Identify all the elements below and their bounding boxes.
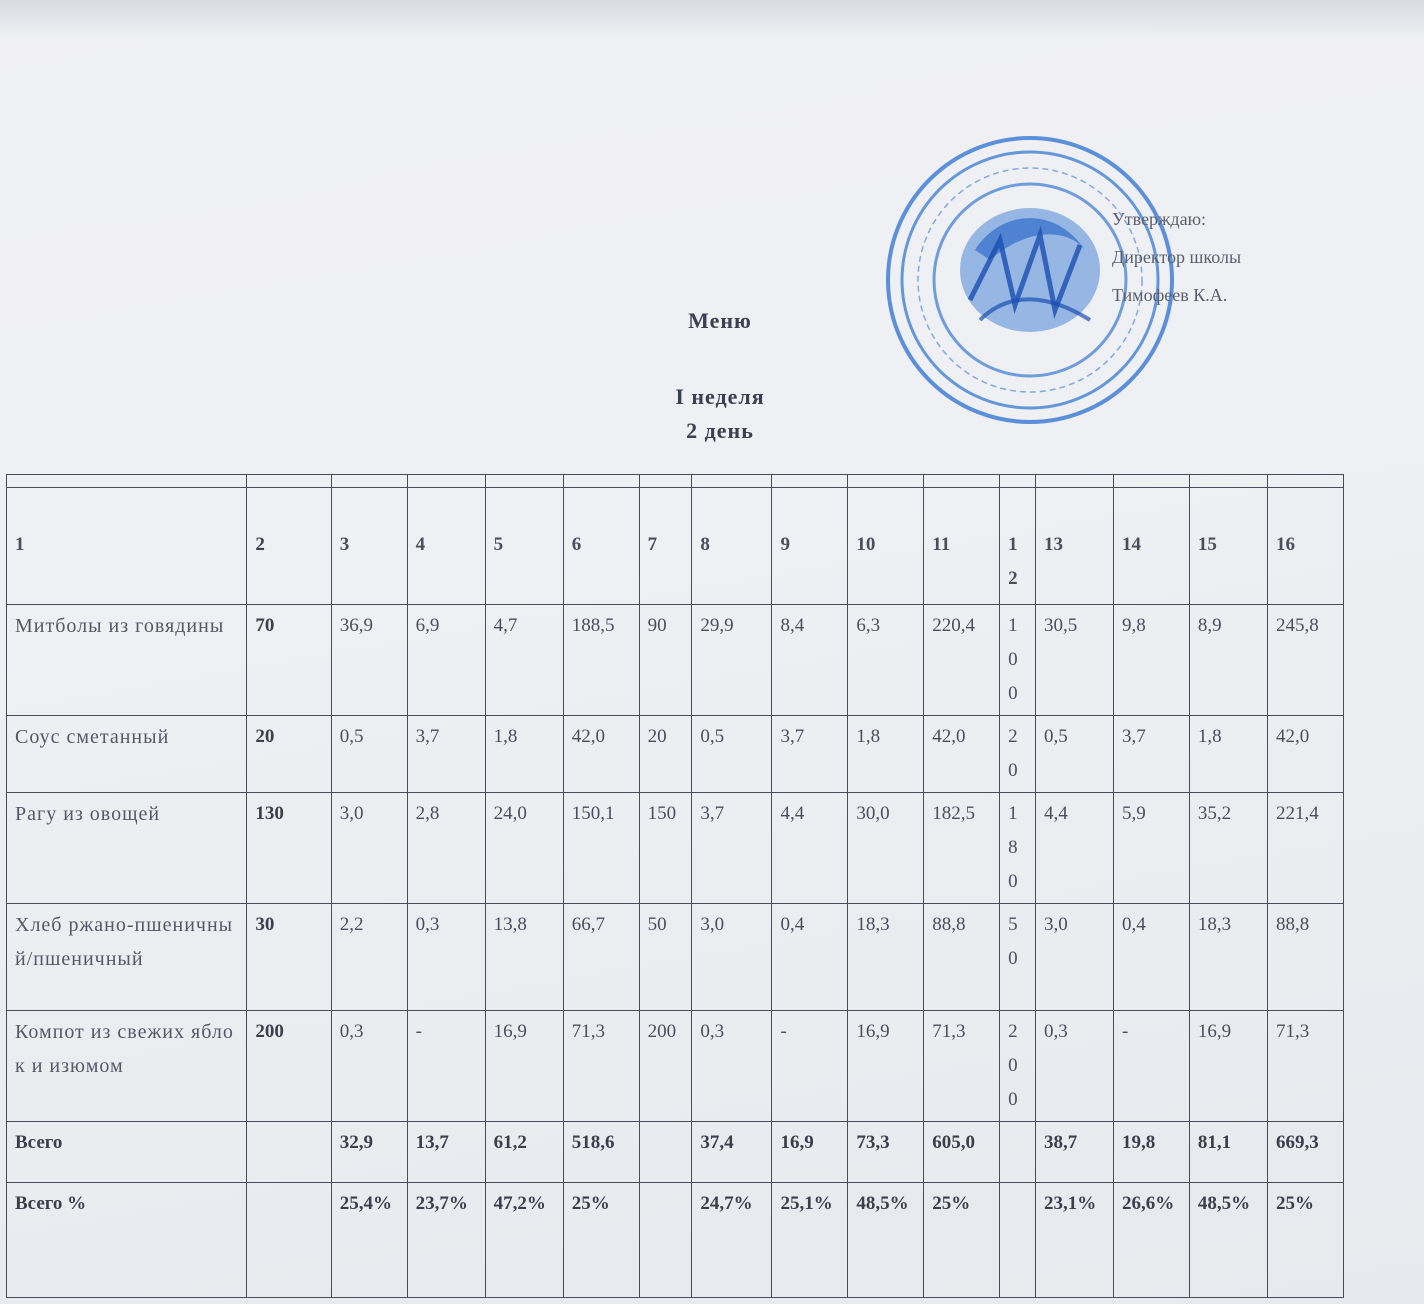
value-cell: 71,3 <box>1267 1011 1343 1122</box>
value-cell: 25,1% <box>772 1183 848 1298</box>
row-label-cell: Всего % <box>7 1183 247 1298</box>
value-cell: 73,3 <box>848 1122 924 1183</box>
portion-cell <box>247 1183 331 1298</box>
value-cell: 42,0 <box>1267 716 1343 793</box>
week-label: I неделя <box>675 384 765 409</box>
value-cell: 26,6% <box>1114 1183 1190 1298</box>
value-cell: 25,4% <box>331 1183 407 1298</box>
value-cell: 24,7% <box>692 1183 772 1298</box>
value-cell: 50 <box>1000 904 1036 1011</box>
value-cell: 19,8 <box>1114 1122 1190 1183</box>
menu-title: Меню <box>688 308 752 333</box>
value-cell: 29,9 <box>692 605 772 716</box>
value-cell: 88,8 <box>924 904 1000 1011</box>
value-cell: 30,5 <box>1036 605 1114 716</box>
value-cell <box>1000 1183 1036 1298</box>
value-cell: 9,8 <box>1114 605 1190 716</box>
value-cell: 188,5 <box>563 605 639 716</box>
value-cell: 11 <box>924 488 1000 605</box>
value-cell: 7 <box>639 488 692 605</box>
value-cell: 10 <box>848 488 924 605</box>
value-cell: 25% <box>1267 1183 1343 1298</box>
table-header-row <box>7 488 1344 605</box>
portion-cell: 130 <box>247 793 331 904</box>
value-cell: 221,4 <box>1267 793 1343 904</box>
blank-cell <box>563 475 639 488</box>
value-cell: 8,4 <box>772 605 848 716</box>
row-label-cell: Всего <box>7 1122 247 1183</box>
value-cell: 24,0 <box>485 793 563 904</box>
value-cell: 0,3 <box>1036 1011 1114 1122</box>
value-cell: 0,3 <box>407 904 485 1011</box>
value-cell: 25% <box>924 1183 1000 1298</box>
value-cell: 0,5 <box>331 716 407 793</box>
dish-name-cell: Митболы из говядины <box>7 605 247 716</box>
value-cell: 23,1% <box>1036 1183 1114 1298</box>
page-shadow <box>0 0 1424 40</box>
value-cell: 3,0 <box>692 904 772 1011</box>
value-cell: 8,9 <box>1189 605 1267 716</box>
day-label: 2 день <box>686 418 754 443</box>
table-row <box>7 605 1344 716</box>
value-cell: 3,7 <box>692 793 772 904</box>
blank-cell <box>1267 475 1343 488</box>
approval-block <box>1112 200 1302 314</box>
value-cell: 12 <box>1000 488 1036 605</box>
blank-cell <box>407 475 485 488</box>
dish-name-cell: Компот из свежих яблок и изюмом <box>7 1011 247 1122</box>
value-cell: 15 <box>1189 488 1267 605</box>
value-cell: 4,4 <box>1036 793 1114 904</box>
value-cell: 16,9 <box>485 1011 563 1122</box>
value-cell: 0,4 <box>772 904 848 1011</box>
value-cell: 23,7% <box>407 1183 485 1298</box>
value-cell: 18,3 <box>1189 904 1267 1011</box>
blank-cell <box>639 475 692 488</box>
dish-name-cell: Рагу из овощей <box>7 793 247 904</box>
value-cell: 5,9 <box>1114 793 1190 904</box>
value-cell: 2,8 <box>407 793 485 904</box>
value-cell: 18,3 <box>848 904 924 1011</box>
value-cell: 16,9 <box>1189 1011 1267 1122</box>
portion-cell: 2 <box>247 488 331 605</box>
value-cell: 4,4 <box>772 793 848 904</box>
value-cell: 48,5% <box>848 1183 924 1298</box>
blank-cell <box>1036 475 1114 488</box>
approval-line-1: Утверждаю: <box>1112 209 1207 229</box>
value-cell: 0,4 <box>1114 904 1190 1011</box>
value-cell: 1,8 <box>1189 716 1267 793</box>
dish-name-cell: Соус сметанный <box>7 716 247 793</box>
value-cell: 150,1 <box>563 793 639 904</box>
value-cell: 20 <box>1000 716 1036 793</box>
value-cell: - <box>1114 1011 1190 1122</box>
value-cell: 81,1 <box>1189 1122 1267 1183</box>
portion-cell: 20 <box>247 716 331 793</box>
value-cell: 3 <box>331 488 407 605</box>
portion-cell <box>247 1122 331 1183</box>
blank-cell <box>692 475 772 488</box>
value-cell: 30,0 <box>848 793 924 904</box>
value-cell: 32,9 <box>331 1122 407 1183</box>
value-cell: 90 <box>639 605 692 716</box>
value-cell: 5 <box>485 488 563 605</box>
value-cell: 0,5 <box>1036 716 1114 793</box>
value-cell <box>1000 1122 1036 1183</box>
table-row <box>7 904 1344 1011</box>
value-cell: 245,8 <box>1267 605 1343 716</box>
value-cell: 1,8 <box>848 716 924 793</box>
value-cell: 605,0 <box>924 1122 1000 1183</box>
value-cell: 150 <box>639 793 692 904</box>
value-cell: 3,7 <box>1114 716 1190 793</box>
value-cell: 71,3 <box>924 1011 1000 1122</box>
table-row <box>7 716 1344 793</box>
value-cell: 182,5 <box>924 793 1000 904</box>
value-cell: 180 <box>1000 793 1036 904</box>
value-cell: 14 <box>1114 488 1190 605</box>
value-cell: 8 <box>692 488 772 605</box>
blank-cell <box>1189 475 1267 488</box>
approval-line-2: Директор школы <box>1112 247 1242 267</box>
value-cell: 20 <box>639 716 692 793</box>
value-cell: 36,9 <box>331 605 407 716</box>
value-cell: 0,3 <box>692 1011 772 1122</box>
approval-line-3: Тимофеев К.А. <box>1112 285 1228 305</box>
value-cell: 48,5% <box>1189 1183 1267 1298</box>
value-cell <box>639 1122 692 1183</box>
value-cell: 669,3 <box>1267 1122 1343 1183</box>
blank-cell <box>924 475 1000 488</box>
value-cell: 6 <box>563 488 639 605</box>
value-cell: 3,0 <box>1036 904 1114 1011</box>
value-cell: 9 <box>772 488 848 605</box>
blank-cell <box>772 475 848 488</box>
value-cell: 13 <box>1036 488 1114 605</box>
dish-name-cell: Хлеб ржано-пшеничный/пшеничный <box>7 904 247 1011</box>
blank-cell <box>247 475 331 488</box>
value-cell: 100 <box>1000 605 1036 716</box>
value-cell: 35,2 <box>1189 793 1267 904</box>
blank-cell <box>7 475 247 488</box>
value-cell: 25% <box>563 1183 639 1298</box>
value-cell: 42,0 <box>563 716 639 793</box>
value-cell: 220,4 <box>924 605 1000 716</box>
table-blank-row <box>7 475 1344 488</box>
value-cell: 13,8 <box>485 904 563 1011</box>
row-label-cell: 1 <box>7 488 247 605</box>
value-cell: 38,7 <box>1036 1122 1114 1183</box>
table-percent-row <box>7 1183 1344 1298</box>
value-cell: 4 <box>407 488 485 605</box>
value-cell: 61,2 <box>485 1122 563 1183</box>
value-cell: 71,3 <box>563 1011 639 1122</box>
value-cell: 42,0 <box>924 716 1000 793</box>
value-cell: - <box>772 1011 848 1122</box>
menu-table <box>6 474 1344 1298</box>
value-cell: 3,7 <box>772 716 848 793</box>
value-cell: 88,8 <box>1267 904 1343 1011</box>
value-cell: 4,7 <box>485 605 563 716</box>
value-cell: 200 <box>1000 1011 1036 1122</box>
value-cell: 2,2 <box>331 904 407 1011</box>
value-cell: 1,8 <box>485 716 563 793</box>
blank-cell <box>848 475 924 488</box>
value-cell: 0,3 <box>331 1011 407 1122</box>
portion-cell: 30 <box>247 904 331 1011</box>
blank-cell <box>1114 475 1190 488</box>
value-cell: 518,6 <box>563 1122 639 1183</box>
portion-cell: 200 <box>247 1011 331 1122</box>
table-row <box>7 1011 1344 1122</box>
value-cell: 0,5 <box>692 716 772 793</box>
value-cell <box>639 1183 692 1298</box>
value-cell: - <box>407 1011 485 1122</box>
value-cell: 6,3 <box>848 605 924 716</box>
blank-cell <box>331 475 407 488</box>
blank-cell <box>485 475 563 488</box>
value-cell: 16,9 <box>772 1122 848 1183</box>
value-cell: 16 <box>1267 488 1343 605</box>
value-cell: 16,9 <box>848 1011 924 1122</box>
value-cell: 37,4 <box>692 1122 772 1183</box>
table-total-row <box>7 1122 1344 1183</box>
value-cell: 6,9 <box>407 605 485 716</box>
blank-cell <box>1000 475 1036 488</box>
value-cell: 47,2% <box>485 1183 563 1298</box>
table-row <box>7 793 1344 904</box>
value-cell: 50 <box>639 904 692 1011</box>
value-cell: 3,7 <box>407 716 485 793</box>
value-cell: 3,0 <box>331 793 407 904</box>
value-cell: 200 <box>639 1011 692 1122</box>
value-cell: 66,7 <box>563 904 639 1011</box>
portion-cell: 70 <box>247 605 331 716</box>
value-cell: 13,7 <box>407 1122 485 1183</box>
